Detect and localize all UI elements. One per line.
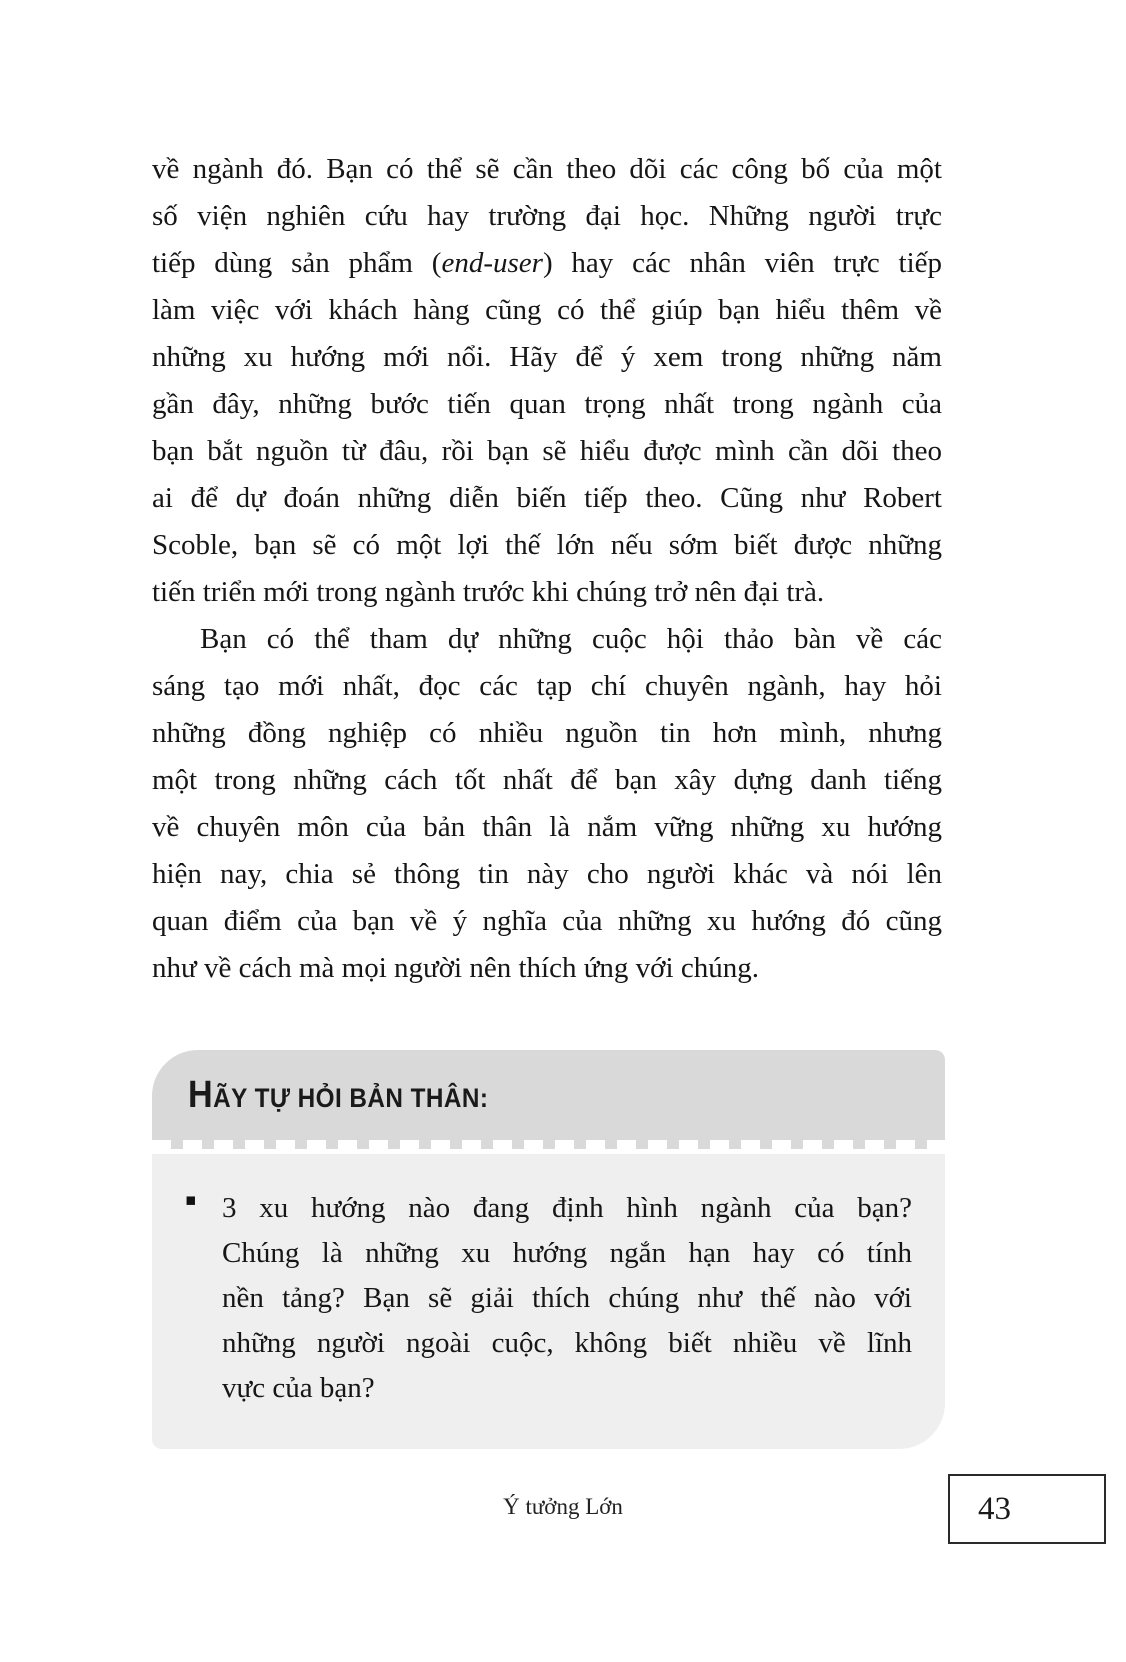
text-line: một trong những cách tốt nhất để bạn xây dựng danh tiếng	[152, 764, 942, 796]
footer-book-title: Ý tưởng Lớn	[503, 1494, 623, 1519]
text-line: tiếp dùng sản phẩm (end-user) hay các nhân viên trực tiếp	[152, 247, 942, 279]
page-number-box	[948, 1474, 1106, 1544]
text-line: về ngành đó. Bạn có thể sẽ cần theo dõi các công bố của một	[152, 153, 942, 185]
body-paragraphs	[152, 146, 942, 992]
callout-body	[152, 1154, 945, 1449]
text-line: vực của bạn?	[222, 1372, 375, 1404]
text-line: về chuyên môn của bản thân là nắm vững những xu hướng	[152, 811, 942, 843]
text-column	[152, 146, 942, 1449]
text-line: tiến triển mới trong ngành trước khi chúng trở nên đại trà.	[152, 576, 825, 608]
text-line: nền tảng? Bạn sẽ giải thích chúng như thế nào với	[222, 1282, 912, 1314]
text-line: gần đây, những bước tiến quan trọng nhất trong ngành của	[152, 388, 942, 420]
text-line: những xu hướng mới nổi. Hãy để ý xem trong những năm	[152, 341, 942, 373]
text-line: Chúng là những xu hướng ngắn hạn hay có tính	[222, 1237, 912, 1269]
text-line: ai để dự đoán những diễn biến tiếp theo. Cũng như Robert	[152, 482, 942, 514]
page-number: 43	[978, 1490, 1011, 1527]
callout-header	[152, 1050, 945, 1140]
square-bullet-icon: ▪	[185, 1190, 197, 1210]
callout-header-title: HÃY TỰ HỎI BẢN THÂN:	[188, 1073, 489, 1116]
text-line: Bạn có thể tham dự những cuộc hội thảo bàn về các	[200, 623, 942, 655]
text-line: hiện nay, chia sẻ thông tin này cho người khác và nói lên	[152, 858, 942, 890]
callout-question-item	[185, 1186, 912, 1411]
text-line: làm việc với khách hàng cũng có thể giúp bạn hiểu thêm về	[152, 294, 942, 326]
text-line: Scoble, bạn sẽ có một lợi thế lớn nếu sớm biết được những	[152, 529, 942, 561]
dashed-divider	[152, 1140, 945, 1149]
ask-yourself-callout	[152, 1050, 945, 1449]
text-line: bạn bắt nguồn từ đâu, rồi bạn sẽ hiểu được mình cần dõi theo	[152, 435, 942, 467]
text-line: những đồng nghiệp có nhiều nguồn tin hơn mình, nhưng	[152, 717, 942, 749]
text-line: số viện nghiên cứu hay trường đại học. Những người trực	[152, 200, 942, 232]
text-line: như về cách mà mọi người nên thích ứng với chúng.	[152, 952, 759, 984]
paragraph	[152, 146, 942, 616]
text-line: những người ngoài cuộc, không biết nhiều về lĩnh	[222, 1327, 912, 1359]
text-line: sáng tạo mới nhất, đọc các tạp chí chuyên ngành, hay hỏi	[152, 670, 942, 702]
text-line: 3 xu hướng nào đang định hình ngành của bạn?	[222, 1192, 912, 1224]
paragraph	[152, 616, 942, 992]
text-line: quan điểm của bạn về ý nghĩa của những xu hướng đó cũng	[152, 905, 942, 937]
